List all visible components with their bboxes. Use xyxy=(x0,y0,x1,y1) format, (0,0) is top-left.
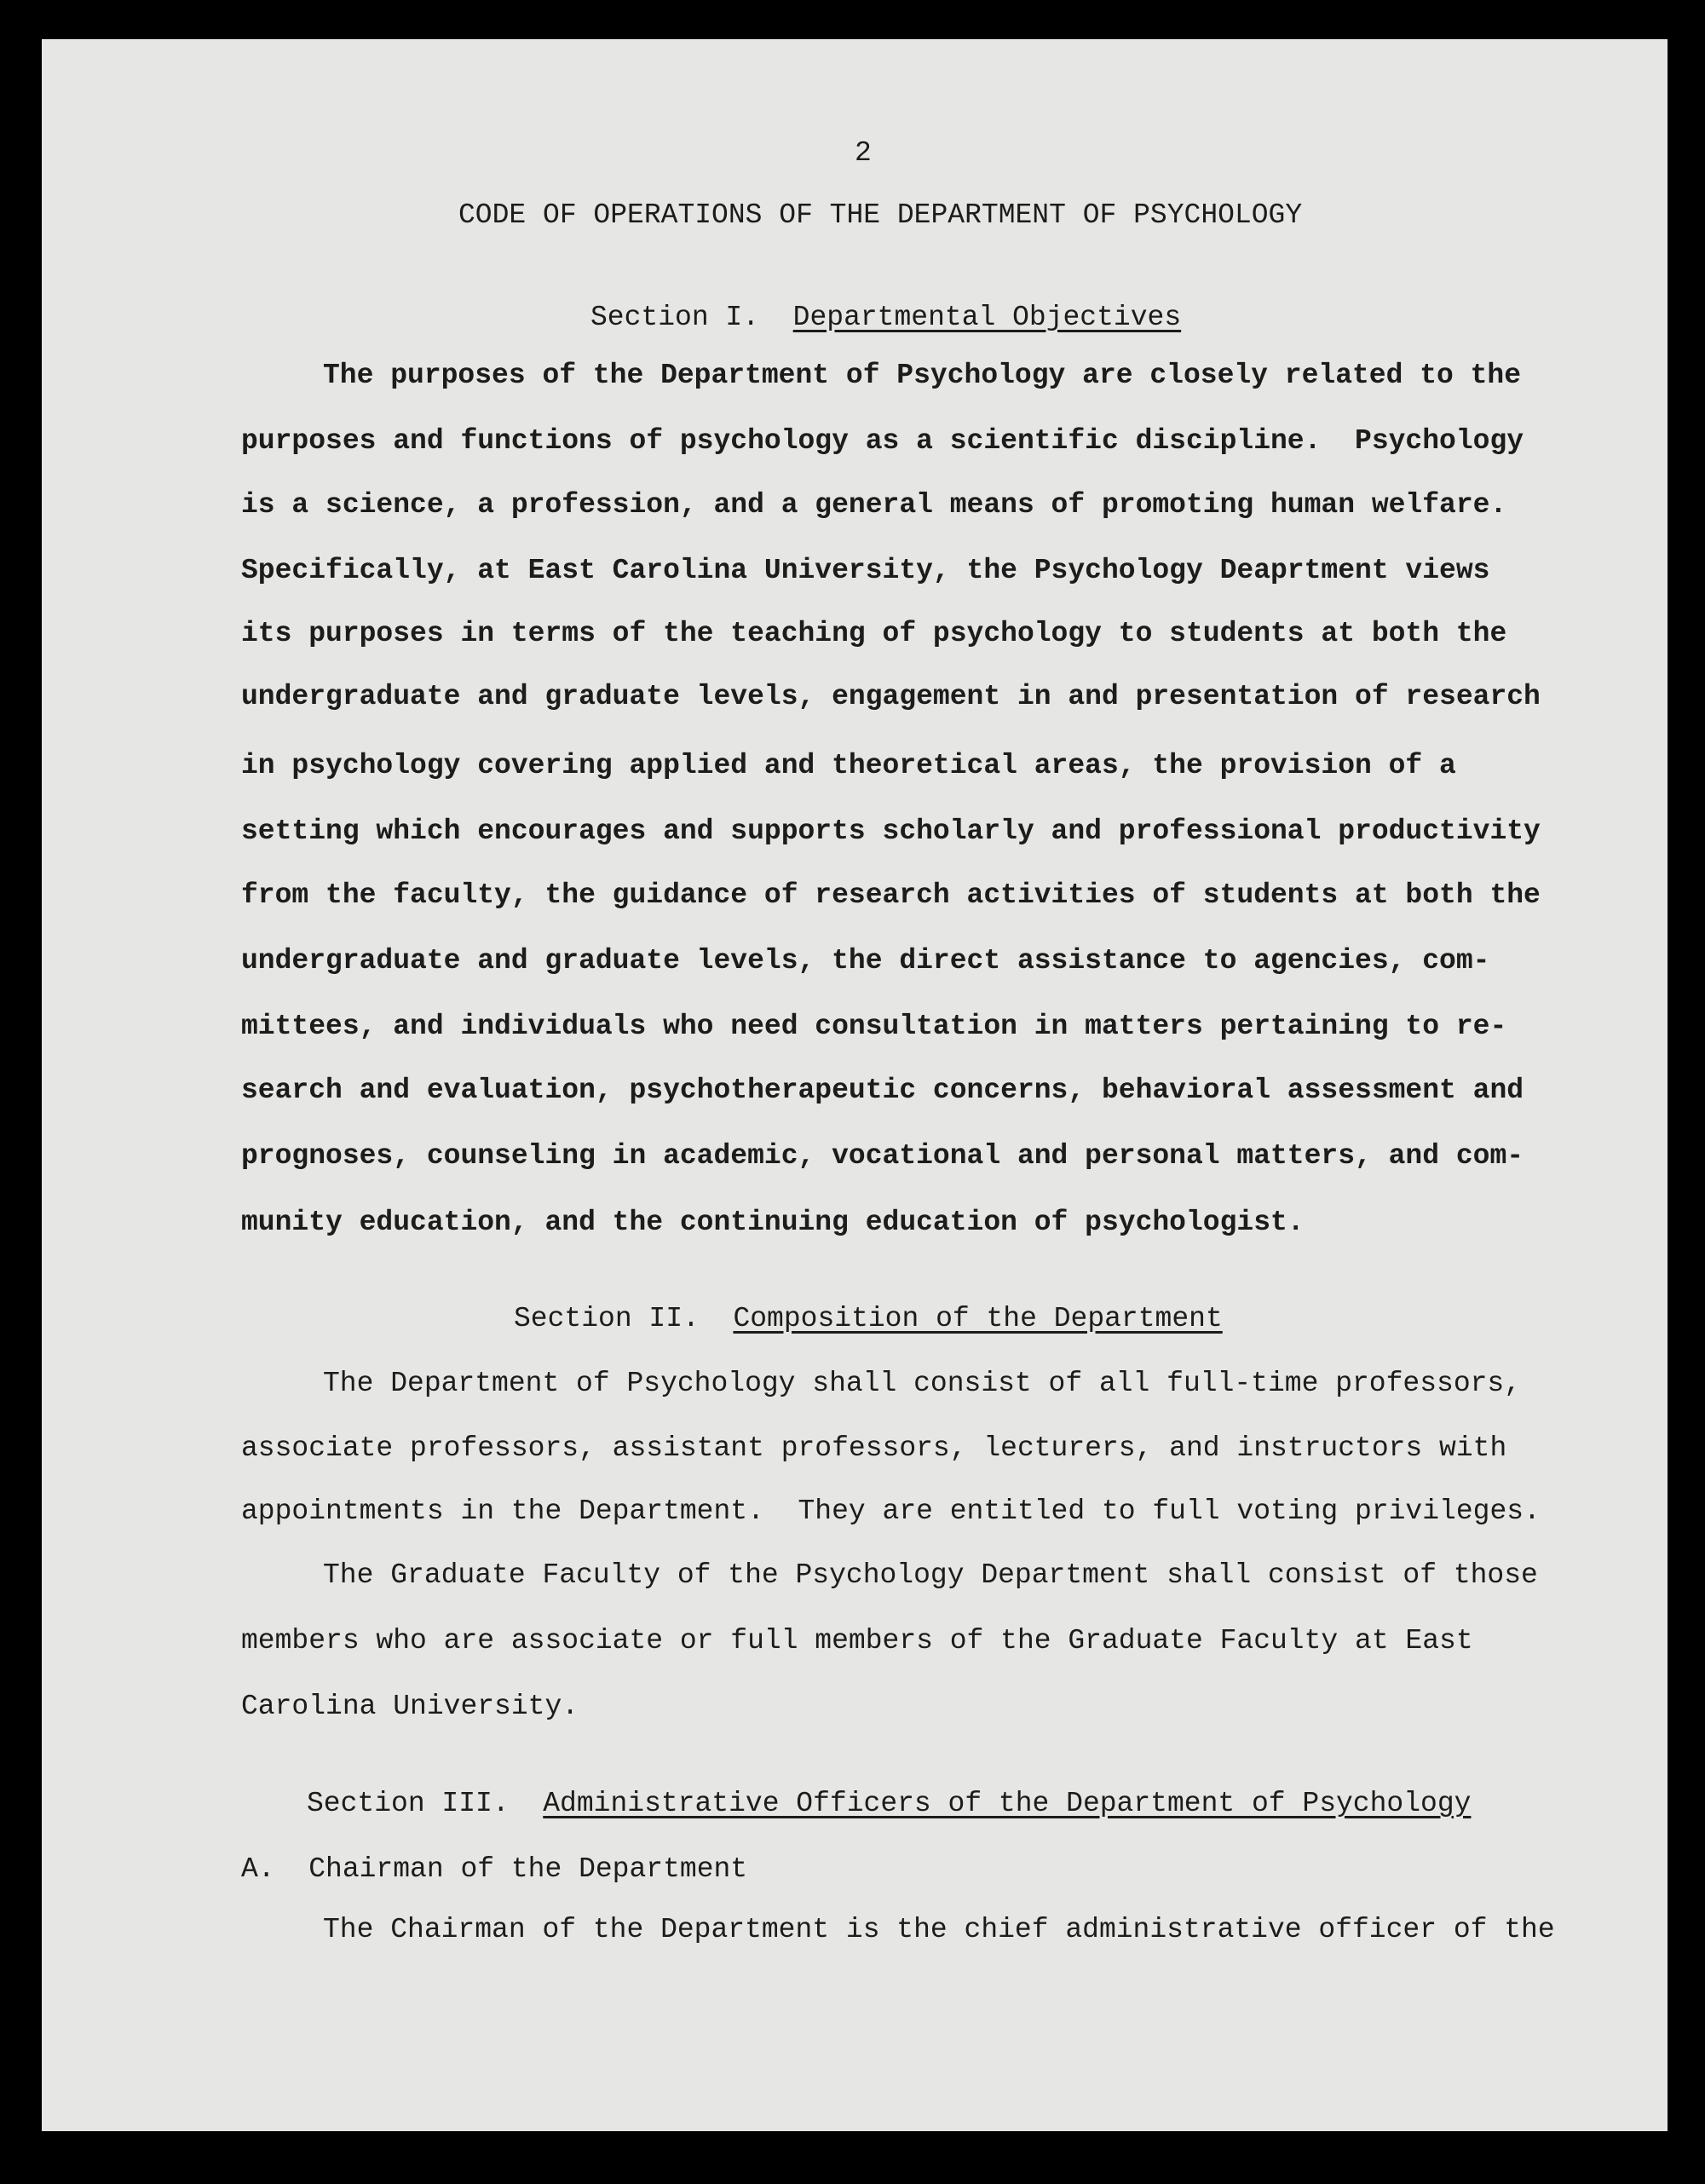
text-line: The purposes of the Department of Psychology are closely related to the xyxy=(323,360,1522,391)
text-line: munity education, and the continuing education of psychologist. xyxy=(241,1207,1305,1238)
text-line: prognoses, counseling in academic, vocational and personal matters, and com- xyxy=(241,1140,1524,1172)
text-line: mittees, and individuals who need consultation in matters pertaining to re- xyxy=(241,1011,1507,1042)
text-line: Specifically, at East Carolina University, the Psychology Deaprtment views xyxy=(241,555,1490,586)
text-line: The Department of Psychology shall consist of all full-time professors, xyxy=(323,1368,1522,1399)
text-line: search and evaluation, psychotherapeutic concerns, behavioral assessment and xyxy=(241,1075,1524,1106)
text-line: The Graduate Faculty of the Psychology Department shall consist of those xyxy=(323,1559,1538,1591)
section-1-label: Section I. xyxy=(590,302,760,333)
text-line: is a science, a profession, and a general means of promoting human welfare. xyxy=(241,489,1507,521)
subsection-a-label: A. xyxy=(241,1853,275,1885)
section-2-label: Section II. xyxy=(514,1303,700,1334)
text-line: in psychology covering applied and theoretical areas, the provision of a xyxy=(241,750,1456,781)
subsection-a-heading xyxy=(241,1853,747,1887)
section-3-heading xyxy=(307,1787,1471,1821)
section-1-title: Departmental Objectives xyxy=(792,302,1182,333)
text-line: members who are associate or full members of the Graduate Faculty at East xyxy=(241,1625,1473,1657)
text-line: undergraduate and graduate levels, the direct assistance to agencies, com- xyxy=(241,945,1490,977)
section-3-title: Administrative Officers of the Department of Psychology xyxy=(543,1788,1472,1819)
text-line: associate professors, assistant professors, lecturers, and instructors with xyxy=(241,1432,1507,1464)
text-line: appointments in the Department. They are entitled to full voting privileges. xyxy=(241,1495,1541,1527)
subsection-a-title: Chairman of the Department xyxy=(308,1853,748,1885)
text-line: undergraduate and graduate levels, engagement in and presentation of research xyxy=(241,681,1541,712)
text-line: from the faculty, the guidance of research activities of students at both the xyxy=(241,879,1541,911)
text-line: Carolina University. xyxy=(241,1691,579,1722)
section-2-heading xyxy=(514,1302,1223,1336)
document-title: CODE OF OPERATIONS OF THE DEPARTMENT OF PSYCHOLOGY xyxy=(458,199,1303,231)
text-line: The Chairman of the Department is the chief administrative officer of the xyxy=(323,1914,1555,1945)
text-line: setting which encourages and supports scholarly and professional productivity xyxy=(241,815,1541,847)
section-3-label: Section III. xyxy=(307,1788,510,1819)
section-2-title: Composition of the Department xyxy=(733,1303,1223,1334)
section-1-heading xyxy=(590,301,1181,335)
text-line: purposes and functions of psychology as a scientific discipline. Psychology xyxy=(241,425,1524,457)
page-number: 2 xyxy=(855,137,872,169)
text-line: its purposes in terms of the teaching of psychology to students at both the xyxy=(241,618,1507,649)
